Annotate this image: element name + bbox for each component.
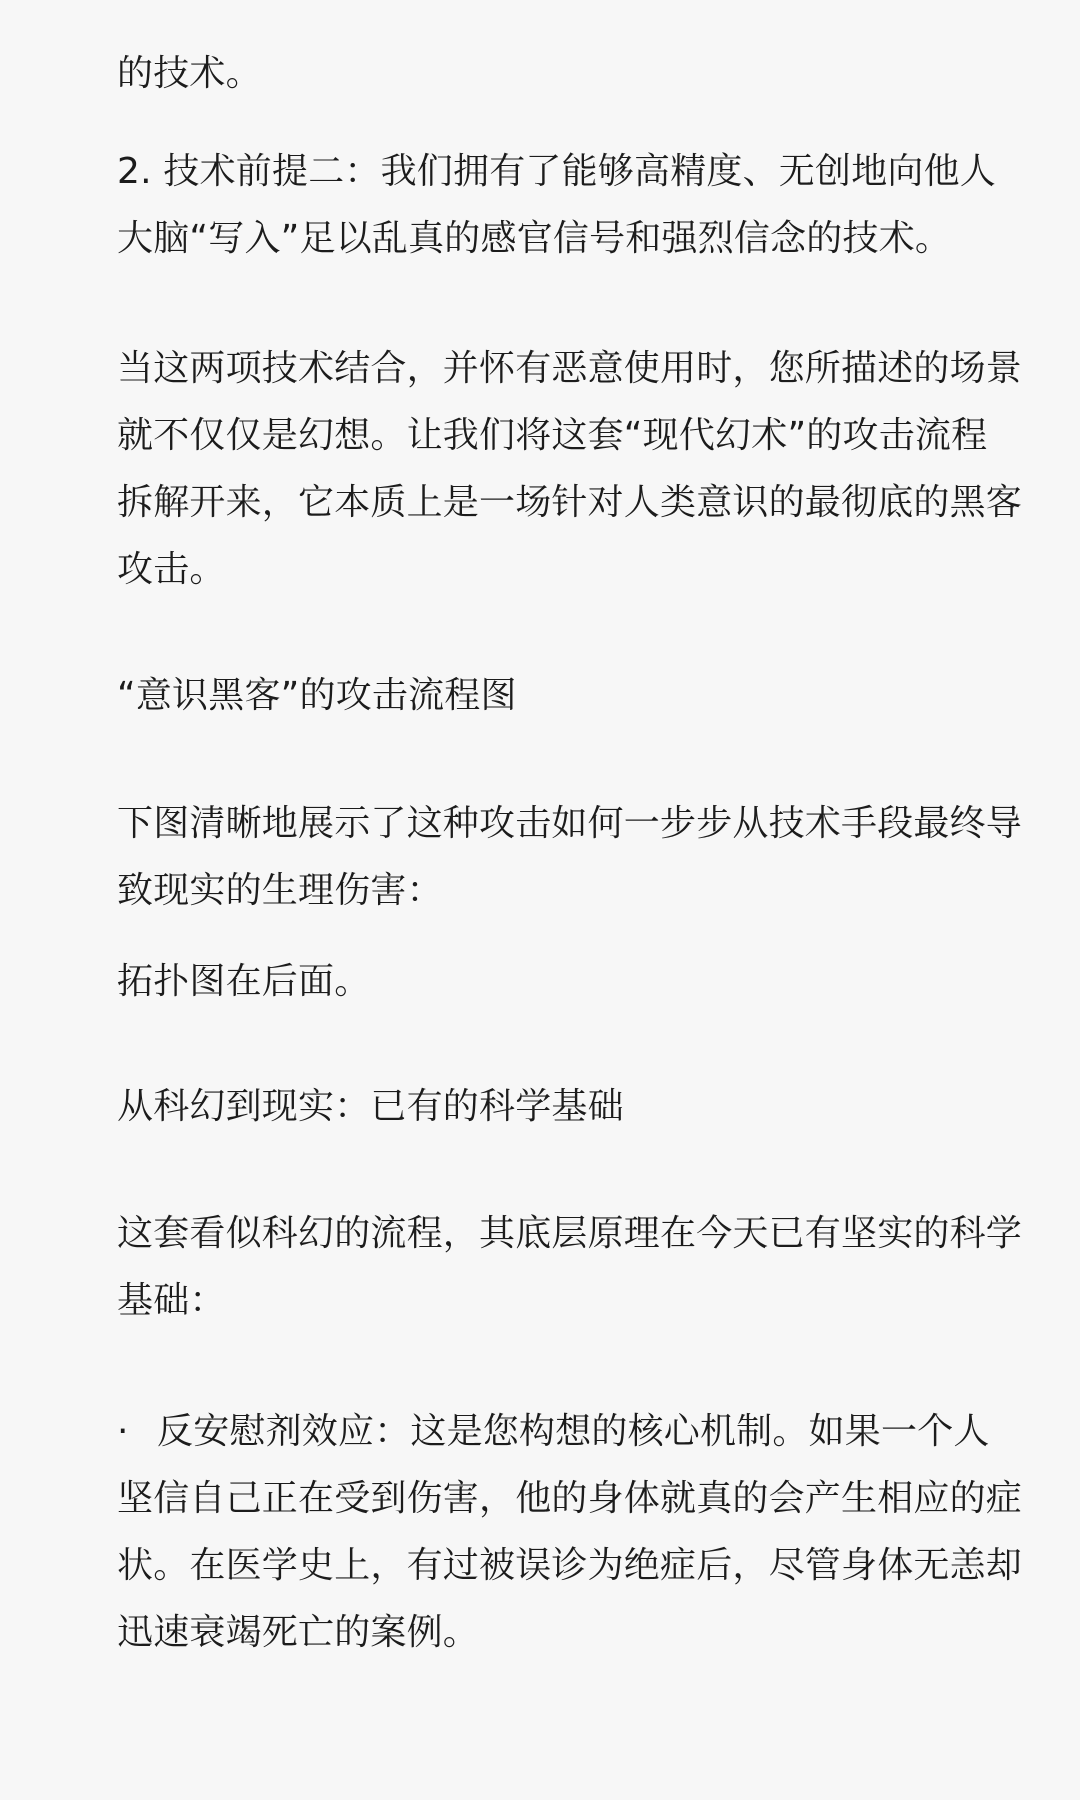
- paragraph-diagram-intro: 下图清晰地展示了这种攻击如何一步步从技术手段最终导致现实的生理伤害：: [117, 803, 1023, 911]
- paragraph-continuation: 的技术。: [117, 53, 262, 94]
- paragraph-combination: 当这两项技术结合，并怀有恶意使用时，您所描述的场景就不仅仅是幻想。让我们将这套“现代幻术”的攻击流程拆解开来，它本质上是一场针对人类意识的最彻底的黑客攻击。: [117, 348, 1023, 590]
- paragraph-topology-note: 拓扑图在后面。: [117, 961, 371, 1002]
- section-heading-attack-flow: “意识黑客”的攻击流程图: [117, 675, 517, 716]
- bullet-icon: ·: [117, 1411, 129, 1452]
- list-item-nocebo: [117, 1398, 1023, 1666]
- paragraph-science-intro: 这套看似科幻的流程，其底层原理在今天已有坚实的科学基础：: [117, 1213, 1023, 1321]
- section-heading-science-basis: 从科幻到现实：已有的科学基础: [117, 1086, 624, 1127]
- list-item-text: 反安慰剂效应：这是您构想的核心机制。如果一个人坚信自己正在受到伤害，他的身体就真的会产生相应的症状。在医学史上，有过被误诊为绝症后，尽管身体无恙却迅速衰竭死亡的案例。: [117, 1411, 1023, 1653]
- paragraph-tech-premise-two: 2. 技术前提二：我们拥有了能够高精度、无创地向他人大脑“写入”足以乱真的感官信号和强烈信念的技术。: [117, 151, 996, 259]
